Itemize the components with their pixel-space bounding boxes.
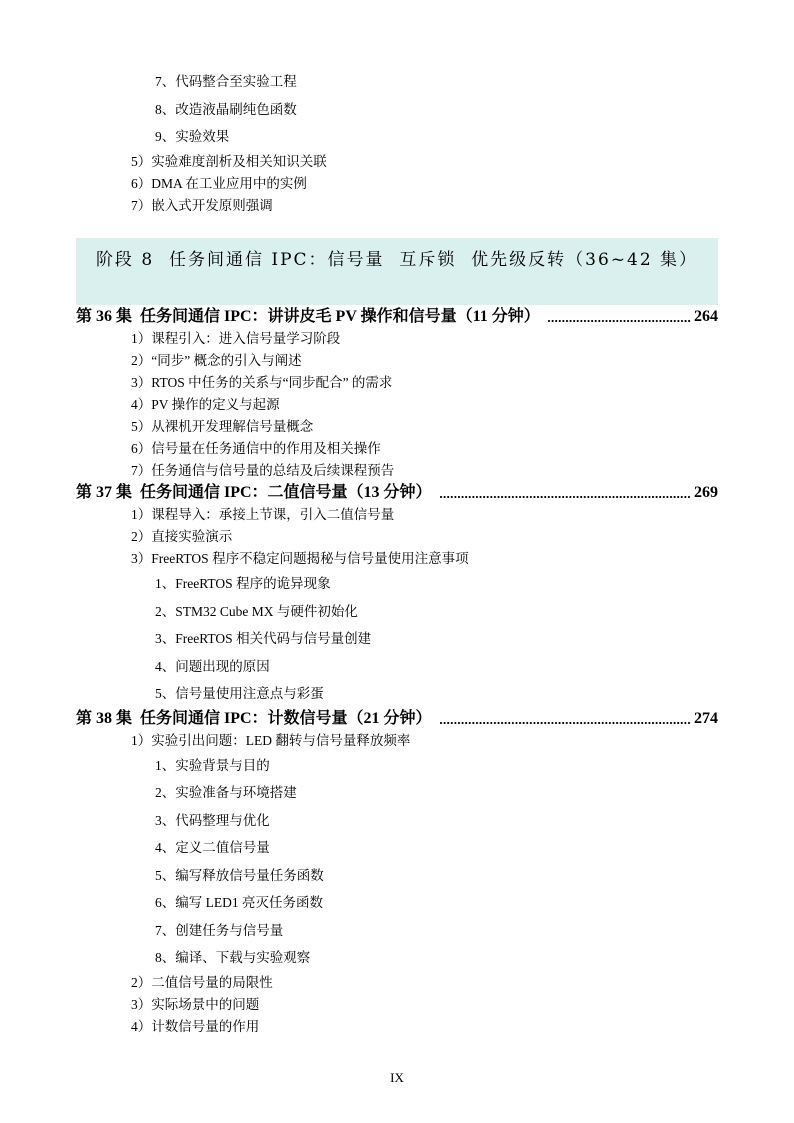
toc-subitem: 9、实验效果 <box>155 129 230 144</box>
toc-item: 5）实验难度剖析及相关知识关联 <box>131 153 327 169</box>
chapter-title: 第 37 集 任务间通信 IPC：二值信号量（13 分钟） <box>76 484 432 501</box>
chapter-page-number: 264 <box>694 308 718 325</box>
toc-subitem: 8、编译、下载与实验观察 <box>155 950 311 965</box>
toc-subitem: 3、FreeRTOS 相关代码与信号量创建 <box>155 631 372 646</box>
toc-item: 1）课程导入：承接上节课，引入二值信号量 <box>131 507 395 522</box>
toc-item: 1）实验引出问题：LED 翻转与信号量释放频率 <box>131 732 411 748</box>
dot-leader <box>440 482 691 498</box>
toc-subitem: 5、编写释放信号量任务函数 <box>155 867 324 883</box>
toc-subitem: 7、代码整合至实验工程 <box>155 74 297 89</box>
toc-subitem: 7、创建任务与信号量 <box>155 922 284 938</box>
toc-item: 3）FreeRTOS 程序不稳定问题揭秘与信号量使用注意事项 <box>131 551 469 566</box>
chapter-title: 第 36 集 任务间通信 IPC：讲讲皮毛 PV 操作和信号量（11 分钟） <box>76 308 540 325</box>
stage-banner-title: 阶段 8 任务间通信 IPC：信号量 互斥锁 优先级反转（36~42 集） <box>95 250 699 270</box>
chapter-page-number: 269 <box>694 484 718 501</box>
page-number: IX <box>390 1070 404 1085</box>
toc-subitem: 1、实验背景与目的 <box>155 757 270 773</box>
toc-subitem: 3、代码整理与优化 <box>155 812 270 828</box>
stage-banner <box>76 238 718 305</box>
toc-item: 2）直接实验演示 <box>131 529 233 544</box>
toc-subitem: 2、STM32 Cube MX 与硬件初始化 <box>155 603 358 619</box>
toc-item: 4）PV 操作的定义与起源 <box>131 397 280 412</box>
toc-item: 2）二值信号量的局限性 <box>131 974 273 990</box>
chapter-entry <box>76 708 718 730</box>
table-of-contents <box>76 68 718 1038</box>
chapter-title: 第 38 集 任务间通信 IPC：计数信号量（21 分钟） <box>76 709 432 727</box>
chapter-entry <box>76 306 718 328</box>
toc-subitem: 8、改造液晶刷纯色函数 <box>155 101 297 117</box>
toc-item: 7）嵌入式开发原则强调 <box>131 197 273 213</box>
chapter-page-number: 274 <box>694 709 718 727</box>
toc-subitem: 5、信号量使用注意点与彩蛋 <box>155 686 324 701</box>
toc-subitem: 4、定义二值信号量 <box>155 840 270 855</box>
toc-subitem: 2、实验准备与环境搭建 <box>155 785 297 800</box>
toc-item: 1）课程引入：进入信号量学习阶段 <box>131 331 341 346</box>
toc-item: 3）RTOS 中任务的关系与“同步配合” 的需求 <box>131 375 393 390</box>
toc-subitem: 4、问题出现的原因 <box>155 658 270 674</box>
toc-item: 3）实际场景中的问题 <box>131 996 260 1012</box>
toc-item: 7）任务通信与信号量的总结及后续课程预告 <box>131 463 395 478</box>
toc-item: 2）“同步” 概念的引入与阐述 <box>131 353 302 368</box>
dot-leader <box>440 708 691 724</box>
toc-subitem: 6、编写 LED1 亮灭任务函数 <box>155 895 323 910</box>
toc-subitem: 1、FreeRTOS 程序的诡异现象 <box>155 576 331 591</box>
toc-item: 6）DMA 在工业应用中的实例 <box>131 175 307 191</box>
chapter-entry <box>76 482 718 504</box>
dot-leader <box>548 306 691 322</box>
toc-item: 5）从裸机开发理解信号量概念 <box>131 419 314 434</box>
toc-item: 4）计数信号量的作用 <box>131 1018 260 1034</box>
toc-item: 6）信号量在任务通信中的作用及相关操作 <box>131 441 381 456</box>
